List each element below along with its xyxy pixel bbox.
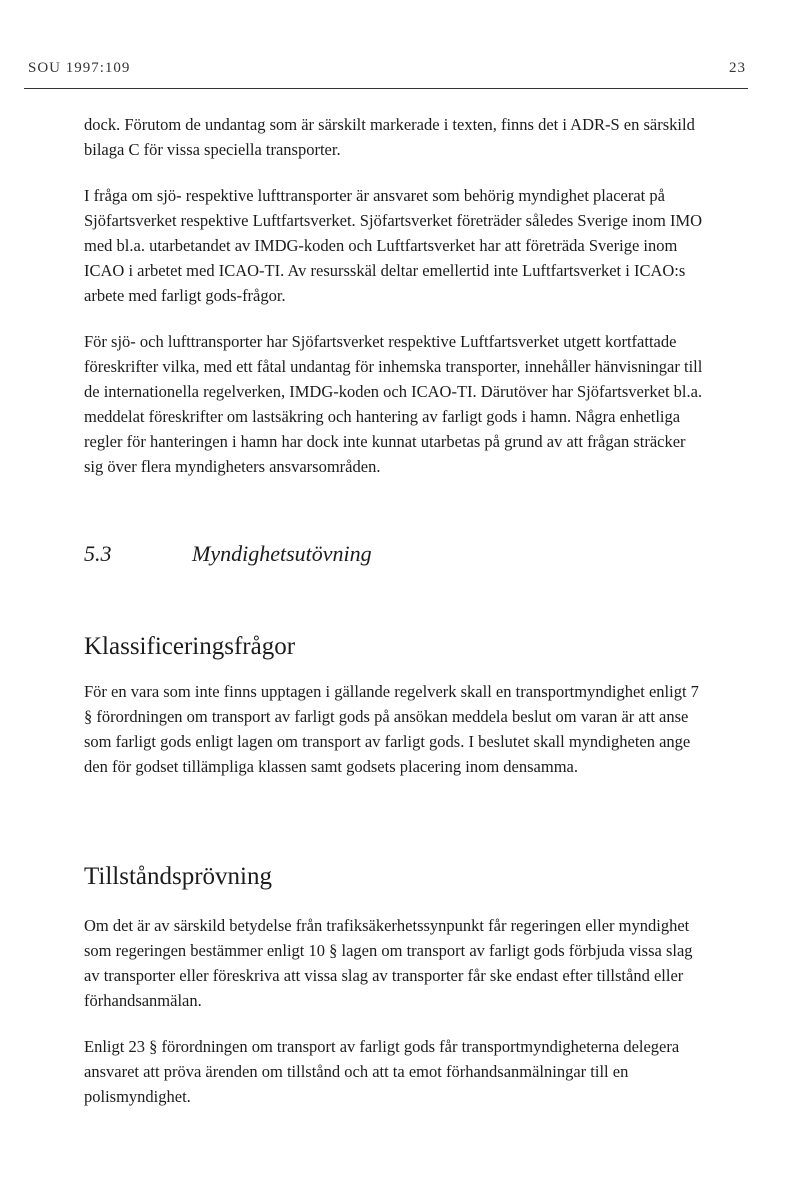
paragraph-sjo-luft-ansvar: I fråga om sjö- respektive lufttransporter är ansvaret som behörig myndighet placerat på Sjöfartsverket respektive Luftfartsverket. Sjöfartsverket företräder således Sverige inom IMO med bl.a. utarbetandet av IMDG-koden och Luftfartsverket har att företräda Sverige inom ICAO i arbetet med ICAO-TI. Av resursskäl deltar emellertid inte Luftfartsverket i ICAO:s arbete med farligt gods-frågor. xyxy=(84,186,703,305)
page-body xyxy=(84,112,704,1109)
paragraph-klassificering: För en vara som inte finns upptagen i gällande regelverk skall en transportmyndighet enligt 7 § förordningen om transport av farligt gods på ansökan meddela beslut om varan är att anse som farligt gods enligt lagen om transport av farligt gods. I beslutet skall myndigheten ange den för godset tillämpliga klassen samt godsets placering inom densamma. xyxy=(84,682,699,776)
subheading-tillstand: Tillståndsprövning xyxy=(84,863,273,890)
paragraph-adr-s: dock. Förutom de undantag som är särskilt markerade i texten, finns det i ADR-S en särskild bilaga C för vissa speciella transporter. xyxy=(84,115,695,159)
page-number: 23 xyxy=(729,60,746,76)
running-header xyxy=(28,60,746,77)
document-reference: SOU 1997:109 xyxy=(28,60,131,76)
section-number: 5.3 xyxy=(84,541,112,566)
paragraph-tillstand-2: Enligt 23 § förordningen om transport av farligt gods får transportmyndigheterna delegera ansvaret att pröva ärenden om tillstånd och att ta emot förhandsanmälningar till en polismyndighet. xyxy=(84,1037,680,1106)
section-heading xyxy=(84,539,704,569)
section-title: Myndighetsutövning xyxy=(192,541,372,566)
header-rule xyxy=(24,88,748,89)
subheading-klassificering: Klassificeringsfrågor xyxy=(84,633,296,660)
paragraph-foreskrifter: För sjö- och lufttransporter har Sjöfartsverket respektive Luftfartsverket utgett kortfattade föreskrifter vilka, med ett fåtal undantag för inhemska transporter, innehåller hänvisningar till de internationella regelverken, IMDG-koden och ICAO-TI. Därutöver har Sjöfartsverket bl.a. meddelat föreskrifter om lastsäkring och hantering av farligt gods i hamn. Några enhetliga regler för hanteringen i hamn har dock inte kunnat utarbetas på grund av att frågan sträcker sig över flera myndigheters ansvarsområden. xyxy=(84,332,703,476)
paragraph-tillstand-1: Om det är av särskild betydelse från trafiksäkerhetssynpunkt får regeringen eller myndighet som regeringen bestämmer enligt 10 § lagen om transport av farligt gods förbjuda vissa slag av transporter eller föreskriva att vissa slag av transporter får ske endast efter tillstånd eller förhandsanmälan. xyxy=(84,916,693,1010)
